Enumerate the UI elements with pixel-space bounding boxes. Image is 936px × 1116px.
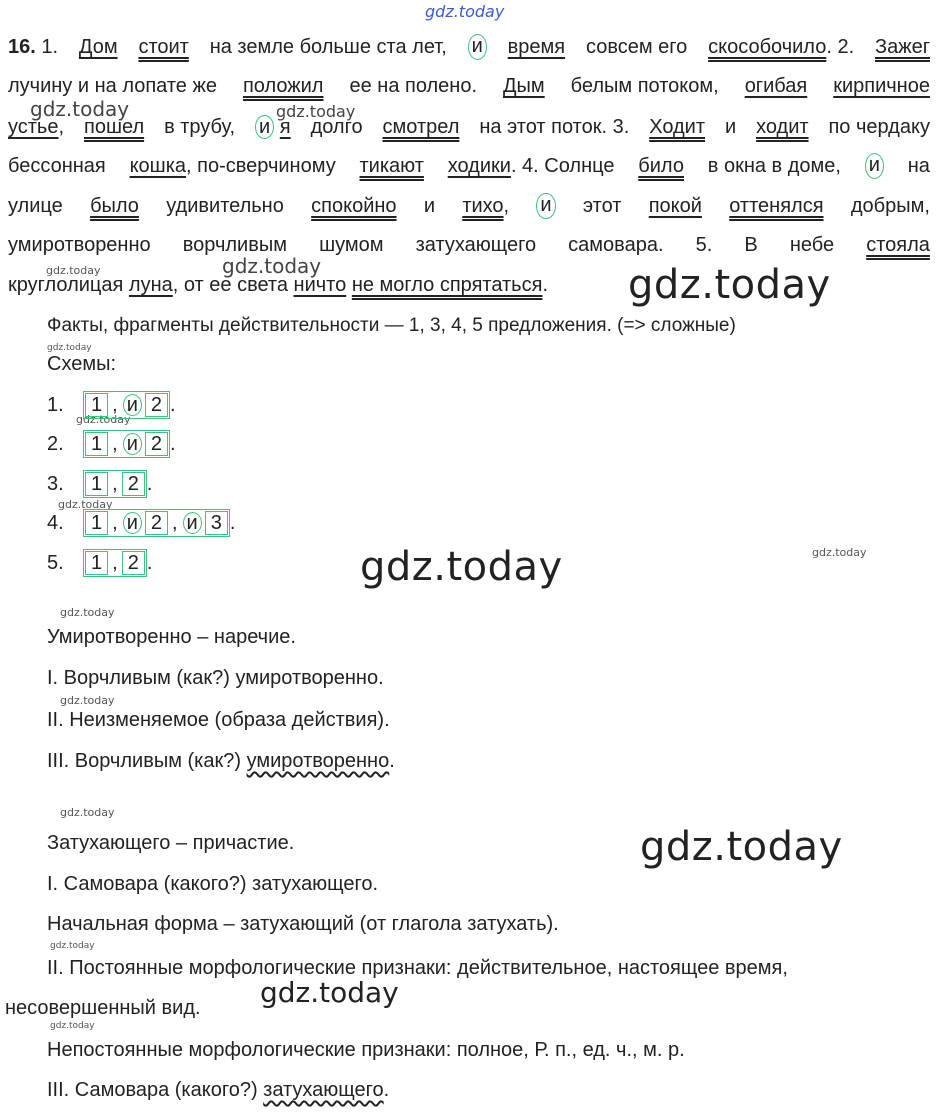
exercise-number: 16. <box>8 36 36 58</box>
subject: луна <box>128 274 173 296</box>
predicate: пошел <box>83 116 145 138</box>
text: . <box>542 274 548 296</box>
exercise-line <box>8 232 930 258</box>
conjunction: и <box>255 115 274 139</box>
predicate: не могло спрятаться <box>351 274 543 296</box>
text: ворчливым <box>182 234 287 256</box>
watermark: gdz.today <box>276 102 356 121</box>
watermark: gdz.today <box>47 343 92 353</box>
conjunction-circle: и <box>123 512 142 534</box>
clause-cell: 2 <box>145 393 168 417</box>
exercise-line <box>8 114 930 140</box>
scheme-box <box>83 470 147 498</box>
text: добрым, <box>850 195 930 217</box>
clause-cell: 2 <box>145 432 168 456</box>
watermark: gdz.today <box>30 97 130 121</box>
text: и <box>423 195 436 217</box>
scheme-end: . <box>169 433 176 455</box>
exercise-line <box>8 153 930 179</box>
participle-point-2: II. Постоянные морфологические признаки: действительное, настоящее время, <box>47 957 788 979</box>
subject: Дом <box>78 36 118 58</box>
schemes-title: Схемы: <box>47 353 117 375</box>
predicate: Зажег <box>874 36 930 58</box>
watermark: gdz.today <box>46 264 101 277</box>
exercise-line <box>8 272 930 298</box>
text: совсем его <box>585 36 688 58</box>
watermark: gdz.today <box>60 694 115 707</box>
predicate: тихо <box>462 195 504 217</box>
scheme-3 <box>47 470 152 498</box>
watermark: gdz.today <box>640 824 843 870</box>
text: . 4. Солнце <box>510 155 615 177</box>
text: , по-сверчиному <box>186 155 336 177</box>
text: в трубу, <box>164 116 236 138</box>
text: лучину и на лопате же <box>8 75 217 97</box>
conjunction: и <box>865 153 884 179</box>
scheme-box <box>83 391 170 419</box>
conjunction-circle: и <box>123 433 142 455</box>
predicate: стоит <box>138 36 189 58</box>
clause-cell: 1 <box>85 472 108 496</box>
separator: , <box>112 433 118 455</box>
predicate: ходит <box>756 116 809 138</box>
text: . <box>389 750 395 772</box>
predicate: смотрел <box>382 116 460 138</box>
scheme-4 <box>47 509 235 537</box>
clause-cell: 2 <box>122 551 145 575</box>
text: , <box>58 116 65 138</box>
conjunction: и <box>468 34 487 60</box>
text: шумом <box>319 234 384 256</box>
text: затухающего <box>415 234 537 256</box>
text: на этот поток. 3. <box>479 116 630 138</box>
watermark: gdz.today <box>812 546 867 559</box>
scheme-number: 5. <box>47 552 64 574</box>
clause-cell: 1 <box>85 432 108 456</box>
adverb-point-1: I. Ворчливым (как?) умиротворенно. <box>47 667 384 689</box>
conjunction: и <box>536 193 555 219</box>
watermark: gdz.today <box>50 1021 95 1031</box>
text: . 2. <box>826 36 855 58</box>
text: долго <box>310 116 363 138</box>
watermark: gdz.today <box>628 262 831 308</box>
subject: покой <box>648 195 702 217</box>
clause-cell: 1 <box>85 551 108 575</box>
text: умиротворенно <box>8 234 151 256</box>
text: на земле больше ста лет, <box>209 36 447 58</box>
text: круглолицая <box>8 274 124 296</box>
subject: ходики <box>447 155 511 177</box>
clause-cell: 1 <box>85 511 108 535</box>
scheme-1 <box>47 391 176 419</box>
text: кирпичное <box>833 75 930 97</box>
participle-point-3 <box>47 1077 389 1103</box>
predicate: Ходит <box>649 116 706 138</box>
scheme-box <box>83 549 147 577</box>
text: В <box>744 234 758 256</box>
adverb-point-3 <box>47 748 395 774</box>
predicate: било <box>638 155 684 177</box>
scheme-number: 2. <box>47 433 64 455</box>
text: , <box>503 195 510 217</box>
clause-cell: 2 <box>122 472 145 496</box>
facts-line: Факты, фрагменты действительности — 1, 3, 4, 5 предложения. (=> сложные) <box>47 315 736 336</box>
participle-nonconstant: Непостоянные морфологические признаки: полное, Р. п., ед. ч., м. р. <box>47 1039 685 1061</box>
predicate: скособочило <box>708 36 827 58</box>
wavy-word: затухающего <box>263 1079 384 1101</box>
watermark: gdz.today <box>360 544 563 590</box>
subject: Дым <box>503 75 545 97</box>
predicate: положил <box>242 75 324 97</box>
watermark: gdz.today <box>60 806 115 819</box>
text: III. Самовара (какого?) <box>47 1079 258 1101</box>
wavy-word: умиротворенно <box>246 750 390 772</box>
watermark: gdz.today <box>50 941 95 951</box>
watermark: gdz.today <box>222 254 322 278</box>
predicate: оттенялся <box>729 195 824 217</box>
participle-point-1: I. Самовара (какого?) затухающего. <box>47 873 379 895</box>
participle-point-2-cont: несовершенный вид. <box>5 997 201 1019</box>
clause-cell: 3 <box>205 511 228 535</box>
text: в окна в доме, <box>707 155 841 177</box>
text: по чердаку <box>828 116 930 138</box>
subject: кошка <box>129 155 187 177</box>
predicate: тикают <box>359 155 424 177</box>
exercise-line <box>8 34 930 60</box>
participle-title: Затухающего – причастие. <box>47 832 295 854</box>
adverb-title: Умиротворенно – наречие. <box>47 626 296 648</box>
separator: , <box>112 512 118 534</box>
text: бессонная <box>8 155 106 177</box>
subject: ничто <box>293 274 347 296</box>
predicate: стояла <box>866 234 930 256</box>
exercise-line <box>8 73 930 99</box>
conjunction-circle: и <box>123 394 142 416</box>
text: ее на полено. <box>349 75 478 97</box>
conjunction-circle: и <box>183 512 202 534</box>
predicate: спокойно <box>311 195 397 217</box>
text: . <box>383 1079 390 1101</box>
watermark: gdz.today <box>425 2 505 21</box>
scheme-2 <box>47 430 176 458</box>
clause-cell: 1 <box>85 393 108 417</box>
scheme-number: 3. <box>47 473 64 495</box>
text: улице <box>8 195 63 217</box>
subject: время <box>507 36 566 58</box>
scheme-number: 1. <box>47 394 64 416</box>
scheme-5 <box>47 549 152 577</box>
subject: я <box>279 116 291 138</box>
watermark: gdz.today <box>76 413 131 426</box>
scheme-box <box>83 509 230 537</box>
text: огибая <box>744 75 808 97</box>
text: небе <box>789 234 835 256</box>
text: 5. <box>695 234 713 256</box>
scheme-number: 4. <box>47 512 64 534</box>
text: III. Ворчливым (как?) <box>47 750 242 772</box>
clause-cell: 2 <box>145 511 168 535</box>
text: и <box>724 116 737 138</box>
predicate: было <box>90 195 139 217</box>
text: удивительно <box>166 195 284 217</box>
adverb-point-2: II. Неизменяемое (образа действия). <box>47 709 390 731</box>
text: самовара. <box>568 234 664 256</box>
separator: , <box>112 394 118 416</box>
scheme-box <box>83 430 170 458</box>
text: белым потоком, <box>570 75 719 97</box>
text: устье <box>8 116 59 138</box>
text: этот <box>582 195 622 217</box>
exercise-line <box>8 193 930 219</box>
scheme-end: . <box>169 394 176 416</box>
watermark: gdz.today <box>58 498 113 511</box>
participle-initial-form: Начальная форма – затухающий (от глагола затухать). <box>47 913 559 935</box>
separator: , <box>112 552 118 574</box>
text: 1. <box>41 36 59 58</box>
scheme-end: . <box>229 512 236 534</box>
text: на <box>907 155 930 177</box>
watermark: gdz.today <box>260 976 399 1009</box>
text: , от ее света <box>172 274 288 296</box>
scheme-end: . <box>146 552 153 574</box>
separator: , <box>112 473 118 495</box>
scheme-end: . <box>146 473 153 495</box>
watermark: gdz.today <box>60 606 115 619</box>
separator: , <box>171 512 178 534</box>
